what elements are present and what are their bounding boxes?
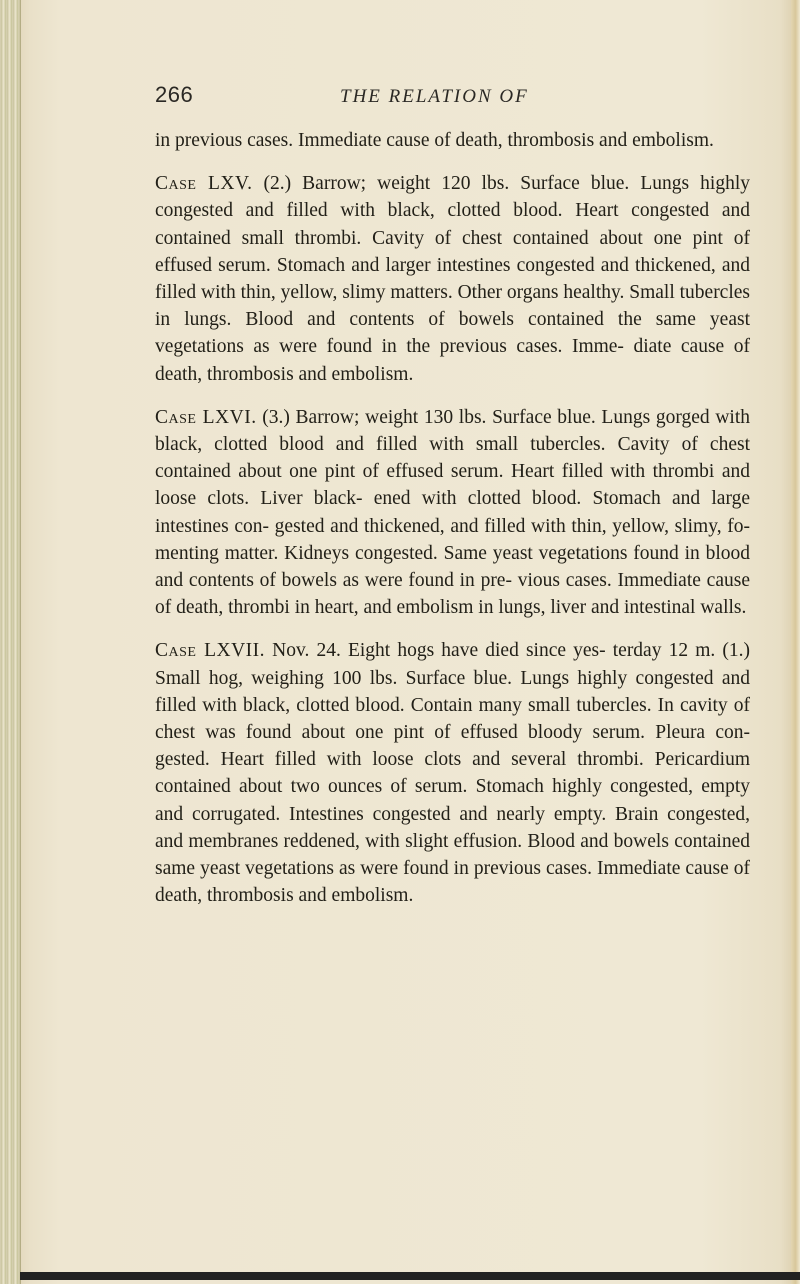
paragraph-case-lxv — [155, 170, 750, 388]
body-text — [155, 127, 750, 925]
page-bottom-rule — [20, 1272, 800, 1280]
paragraph-text: (3.) Barrow; weight 130 lbs. Surface blue. Lungs gorged with black, clotted blood and filled with small tubercles. Cavity of chest contained about one pint of effused serum. Heart filled with thrombi and loose clots. Liver black- ened with clotted blood. Stomach and large intestines con- gested and thickened, and filled with thin, yellow, slimy, fo- menting matter. Kidneys congested. Same yeast vegetations found in blood and contents of bowels as were found in pre- vious cases. Immediate cause of death, thrombi in heart, and embolism in lungs, liver and intestinal walls. — [155, 406, 750, 619]
case-label: Case LXVI. — [155, 406, 257, 428]
paragraph-continuation — [155, 127, 750, 154]
running-title: THE RELATION OF — [340, 86, 529, 107]
paragraph-case-lxvii — [155, 637, 750, 909]
case-label: Case LXVII. — [155, 640, 266, 662]
paragraph-case-lxvi — [155, 404, 750, 622]
paragraph-text: (2.) Barrow; weight 120 lbs. Surface blue. Lungs highly congested and filled with black, clotted blood. Heart congested and contained small thrombi. Cavity of chest contained about one pint of effused serum. Stomach and larger intestines congested and thickened, and filled with thin, yellow, slimy matters. Other organs healthy. Small tubercles in lungs. Blood and contents of bowels contained the same yeast vegetations as were found in the previous cases. Imme- diate cause of death, thrombosis and embolism. — [155, 173, 750, 385]
paragraph-text: Nov. 24. Eight hogs have died since yes- terday 12 m. (1.) Small hog, weighing 100 lbs. Surface blue. Lungs highly congested and filled with black, clotted blood. Contain many small tubercles. In cavity of chest was found about one pint of effused bloody serum. Pleura con- gested. Heart filled with loose clots and several thrombi. Pericardium contained about two ounces of serum. Stomach highly congested, empty and corrugated. Intestines congested and nearly empty. Brain congested, and membranes reddened, with slight effusion. Blood and bowels contained same yeast vegetations as were found in previous cases. Immediate cause of death, thrombosis and embolism. — [155, 640, 750, 907]
paragraph-text: in previous cases. Immediate cause of death, thrombosis and embolism. — [155, 130, 714, 151]
case-label: Case LXV. — [155, 173, 253, 195]
page-number: 266 — [155, 82, 194, 107]
page-header — [155, 82, 755, 116]
book-binding-edge — [0, 0, 21, 1284]
page-right-edge — [791, 0, 800, 1284]
